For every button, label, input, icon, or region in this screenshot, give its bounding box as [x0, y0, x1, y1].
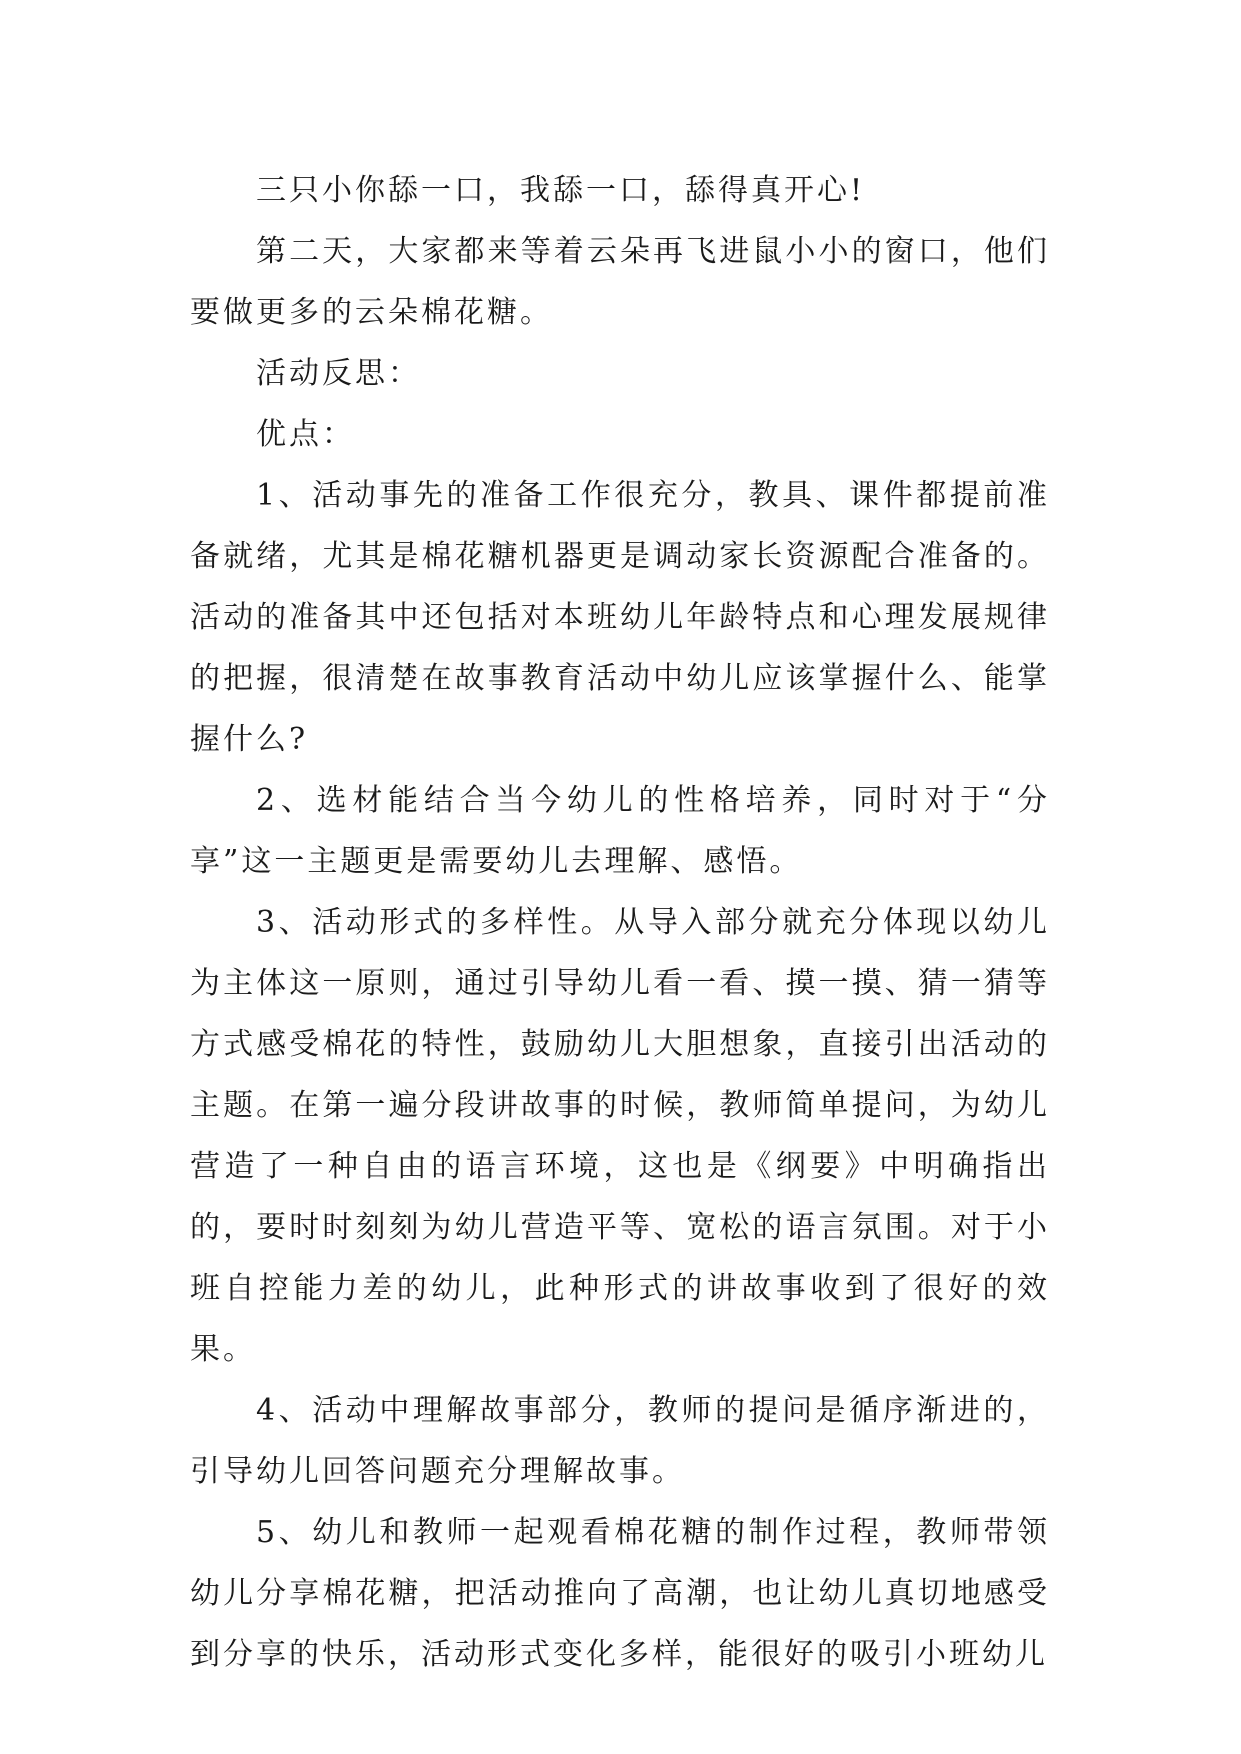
- heading-strengths: 优点：: [256, 417, 355, 452]
- paragraph-point-5: 5、幼儿和教师一起观看棉花糖的制作过程，教师带领幼儿分享棉花糖，把活动推向了高潮，也让幼儿真切地感受到分享的快乐，活动形式变化多样，能很好的吸引小班幼儿: [190, 1515, 1050, 1672]
- paragraph-story-line: 三只小你舔一口，我舔一口，舔得真开心!: [256, 173, 866, 208]
- paragraph-next-day: 第二天，大家都来等着云朵再飞进鼠小小的窗口，他们要做更多的云朵棉花糖。: [190, 234, 1050, 330]
- paragraph-point-1: 1、活动事先的准备工作很充分，教具、课件都提前准备就绪，尤其是棉花糖机器更是调动家长资源配合准备的。活动的准备其中还包括对本班幼儿年龄特点和心理发展规律的把握，很清楚在故事教育活动中幼儿应该掌握什么、能掌握什么?: [190, 478, 1050, 757]
- heading-reflection: 活动反思：: [256, 356, 421, 391]
- paragraph-point-4: 4、活动中理解故事部分，教师的提问是循序渐进的，引导幼儿回答问题充分理解故事。: [190, 1393, 1050, 1489]
- paragraph-point-2: 2、选材能结合当今幼儿的性格培养，同时对于“分享”这一主题更是需要幼儿去理解、感悟。: [190, 783, 1050, 879]
- document-body: [190, 160, 1050, 1685]
- paragraph-point-3: 3、活动形式的多样性。从导入部分就充分体现以幼儿为主体这一原则，通过引导幼儿看一看、摸一摸、猜一猜等方式感受棉花的特性，鼓励幼儿大胆想象，直接引出活动的主题。在第一遍分段讲故事的时候，教师简单提问，为幼儿营造了一种自由的语言环境，这也是《纲要》中明确指出的，要时时刻刻为幼儿营造平等、宽松的语言氛围。对于小班自控能力差的幼儿，此种形式的讲故事收到了很好的效果。: [190, 905, 1050, 1367]
